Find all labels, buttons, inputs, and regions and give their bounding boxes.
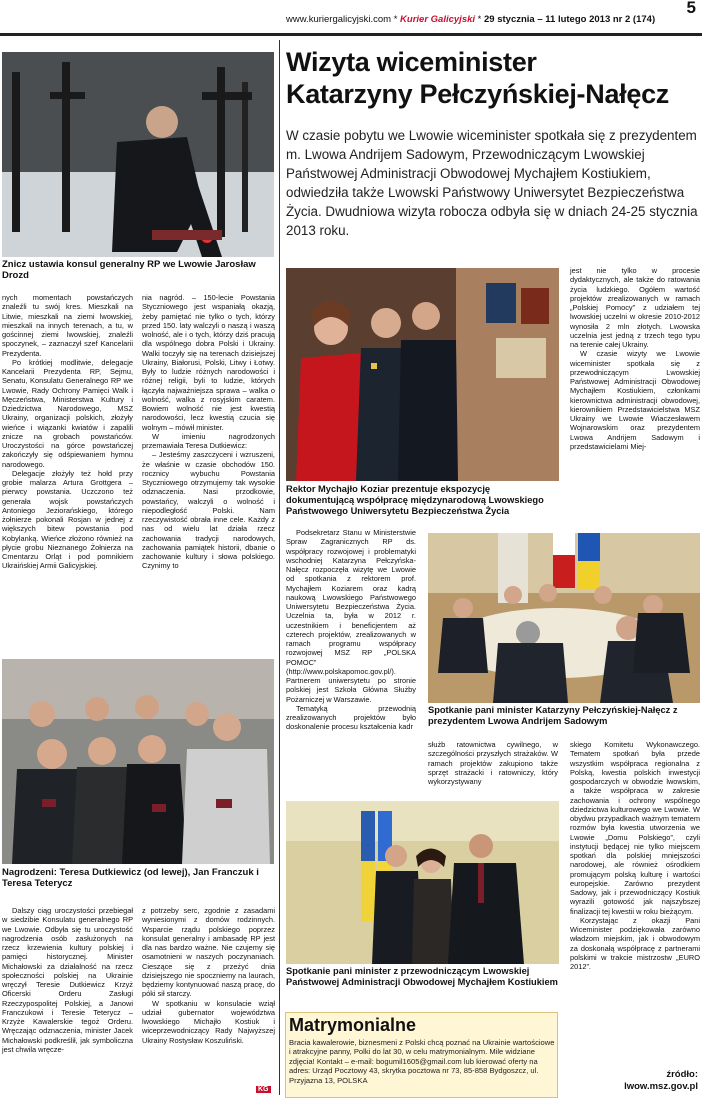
photo-meeting-governor	[286, 801, 559, 964]
headline-line: Katarzyny Pełczyńskiej-Nałęcz	[286, 79, 669, 109]
left-col1-bottom	[2, 906, 133, 1054]
photo-consul-candle	[2, 52, 274, 257]
left-col2-bottom	[142, 906, 275, 1045]
photo-meeting-mayor	[428, 533, 700, 703]
source-label: źródło:	[666, 1069, 698, 1080]
column-divider	[279, 40, 280, 1095]
caption-photo2: Nagrodzeni: Teresa Dutkiewicz (od lewej), Jan Franczuk i Teresa Teterycz	[2, 867, 259, 889]
source-credit	[624, 1069, 698, 1092]
caption-photo5: Spotkanie pani minister z przewodniczącym Lwowskiej Państwowej Administracji Obwodowej Mychajłem Kostiukiem	[286, 966, 558, 987]
right-col-mid2	[428, 740, 558, 786]
article-headline	[286, 46, 700, 110]
paragraph: nia nagród. – 150-lecie Powstania Styczniowego jest wspaniałą okazją, żeby pamiętać nie tylko o tych, którzy przed 150. laty walczyli o naszą i waszą wolność, ale i o tych, którzy dziś pracują dla wspólnego dobra Polski i Ukrainy. Walki toczyły się na terenach dzisiejszej Ukrainy, Białorusi, Polski, Litwy i Łotwy. Były to ludzie różnych narodowości i różnej religii, byli to ludzie, których łączyła najważniejsza sprawa – walka o wolność, walka z rosyjskim caratem. Bowiem wolność nie jest kwestią narodowości, lecz kwestią czucia się wolnym – mówił minister.	[142, 293, 275, 432]
classified-ad-box	[285, 1012, 558, 1098]
right-col-top	[570, 266, 700, 451]
header-line	[286, 14, 655, 25]
paragraph: – Jesteśmy zaszczyceni i wzruszeni, że właśnie w czasie obchodów 150. rocznicy wybuchu Powstania Styczniowego otrzymujemy tak wysokie odznaczenia. Nasi przodkowie, powstańcy, walczyli o wolność i niepodległość Polski. Nam rzeczywistość obrała inne cele. Każdy z nas od wielu lat działa rzecz zachowania tradycji narodowych, zachowania pamiątek historii, dbanie o zachowanie kultury i słowa polskiego. Czynimy to	[142, 450, 275, 571]
article-lead: W czasie pobytu we Lwowie wiceminister spotkała się z prezydentem m. Lwowa Andrijem Sadowym, Przewodniczącym Lwowskiej Państwowej Administracji Obwodowej Mychajłem Kostiukiem, odwiedziła także Lwowski Państwowy Uniwersytet Bezpieczeństwa Życia. Dwudniowa wizyta robocza odbyła się w dniach 24-25 stycznia 2013 roku.	[286, 128, 698, 238]
paragraph: W czasie wizyty we Lwowie wiceminister spotkała się z przewodniczącym Lwowskiej Państwowej Administracji Obwodowej Mychajłem Kostiukiem, członkami kierownictwa administracji obwodowej, kierownikiem Przedstawicielstwa MSZ Ukrainy we Lwowie Wiaczesławem Wojnarowskim oraz prezydentem Lwowa Andrijem Sadowym i przedstawicielami Miej-	[570, 349, 700, 451]
ad-text: Bracia kawalerowie, biznesmeni z Polski chcą poznać na Ukrainie wartościowe i atrakcyjne panny, Polki do lat 30, w celu matrymonialnym. Mile widziane zdjęcia! Kontakt – e-mail: bogumil1605@gmail.com lub kierować oferty na adres: Urząd Pocztowy 43, skrytka pocztowa nr 73, 85-858 Bydgoszcz, ul. Przyjazna 13, POLSKA	[289, 1038, 555, 1085]
photo-rector	[286, 268, 559, 481]
paragraph: służb ratownictwa cywilnego, w szczególności przyszłych strażaków. W ramach projektów zakupiono także sprzęt strażacki i ratowniczy, który wykorzystywany	[428, 740, 558, 786]
paragraph: Po krótkiej modlitwie, delegacje Kancelarii Prezydenta RP, Sejmu, Senatu, Konsulatu Generalnego RP we Lwowie, Rady Ochrony Pamięci Walk i Męczeństwa, Ministerstwa Kultury i Dziedzictwa Narodowego, MSZ Ukrainy, organizacji polskich, złożyły wieńce i wiązanki kwiatów i zapalili znicze na grobach powstańców. Uroczystości na górce powstańczej zakończyły się odśpiewaniem hymnu narodowego.	[2, 357, 133, 469]
brand-name: Kurier Galicyjski	[400, 14, 476, 25]
header-separator: *	[393, 14, 398, 25]
paragraph: Korzystając z okazji Pani Wiceminister podziękowała zarówno władzom miejskim, jak i obwodowym za doskonałą współpracę z partnerami polskimi w trakcie mistrzostw „EURO 2012”.	[570, 915, 700, 971]
headline-line: Wizyta wiceminister	[286, 47, 537, 77]
caption-photo4: Spotkanie pani minister Katarzyny Pełczyńskiej-Nałęcz z prezydentem Lwowa Andrijem Sadowym	[428, 705, 678, 726]
paragraph: W spotkaniu w konsulacie wziął udział gubernator województwa lwowskiego Michajło Kostiuk i wiceprzewodniczący Rady Najwyższej Ukrainy Rostysław Koszuliński.	[142, 998, 275, 1045]
page-number: 5	[686, 0, 696, 17]
paragraph: skiego Komitetu Wykonawczego. Tematem spotkań była przede wszystkim współpraca regionalna z Polską, kwestia polskich inwestycji gospodarczych w obwodzie lwowskim, a także współpraca w zakresie zachowania i ochrony wspólnego dziedzictwa kulturowego we Lwowie. W obydwu przypadkach ważnym tematem rozmów była kwestia utworzenia we Lwowie „Domu Polskiego”, czyli instytucji będącej nie tylko miejscem spotkań dla polskiej mniejszości narodowej, ale również ośrodkiem promującym polską kulturę i wartości europejskie. Zarówno prezydent Sadowy, jak i przewodniczący Kostiuk wyrazili gotowość jak najszybszej finalizacji tej kwestii w roku bieżącym.	[570, 740, 700, 916]
paragraph: z potrzeby serc, zgodnie z zasadami wyniesionymi z domów rodzinnych. Wsparcie rządu polskiego poprzez konsulat generalny i ambasadę RP jest dla nas bardzo ważne. Nie czujemy się osamotnieni w naszych poczynaniach. Cieszące się z przeżyć dnia dzisiejszego nie spoczniemy na laurach, będziemy kontynuować naszą pracę, do póki sił starczy.	[142, 906, 275, 999]
ad-title: Matrymonialne	[289, 1015, 417, 1035]
kg-logo: KG	[258, 1086, 269, 1093]
photo-awarded	[2, 659, 274, 864]
paragraph: Delegacje złożyły też hołd przy grobie malarza Artura Grottgera – pierwcy powstania. Uczczono też generała wojsk powstańczych Antoniego Jeziorańskiego, którego żołnierze pokonali Rosjan w jednej z większych bitew powstania pod Kobylanką. Wieńce złożono również na płycie grobu Nieznanego Żołnierza na Cmentarzu Orląt i pod pomnikiem Ukraińskiej Armii Galicyjskiej.	[2, 468, 133, 571]
page-header	[0, 0, 702, 44]
paragraph: W imieniu nagrodzonych przemawiała Teresa Dutkiewicz:	[142, 431, 275, 450]
right-col-mid	[286, 528, 416, 732]
header-rule	[0, 33, 702, 36]
header-separator: *	[477, 14, 482, 25]
source-url[interactable]: lwow.msz.gov.pl	[624, 1080, 698, 1092]
issue-info: 29 stycznia – 11 lutego 2013 nr 2 (174)	[484, 14, 656, 25]
left-col1-top	[2, 293, 133, 571]
caption-photo1: Znicz ustawia konsul generalny RP we Lwowie Jarosław Drozd	[2, 259, 256, 281]
paragraph: nych momentach powstańczych znaleźli tu swój kres. Mieszkali na Litwie, mieszkali na ziemi lwowskiej, mieszkali na innych terenach, a tu, w gościnnej ziemi lwowskiej, znaleźli spoczynek, – zaznaczył szef Kancelarii Prezydenta.	[2, 293, 133, 358]
paragraph: Tematyką przewodnią zrealizowanych projektów było doskonalenie procesu kształcenia kadr	[286, 703, 416, 732]
caption-photo3: Rektor Mychajło Kozіar prezentuje ekspozycję dokumentującą współpracę międzynarodową Lwowskiego Państwowego Uniwersytetu Bezpieczeństwa Życia	[286, 484, 544, 516]
left-col2-top	[142, 293, 275, 571]
site-url[interactable]: www.kuriergalicyjski.com	[286, 14, 392, 25]
right-col-bottom	[570, 740, 700, 971]
paragraph: Podsekretarz Stanu w Ministerstwie Spraw Zagranicznych RP ds. współpracy rozwojowej i problematyki wschodniej Katarzyna Pełczyńska-Nałęcz rozpoczęła wizytę we Lwowie od spotkania z rektorem prof. Mychajłem Kozіarem oraz kadrą naukową Lwowskiego Państwowego Uniwersytetu Bezpieczeństwa Życia. Uczelnia ta, była w 2012 r. uczestnikiem i beneficjentem aż czterech projektów, zrealizowanych w ramach programu współpracy rozwojowej MSZ RP „POLSKA POMOC” (http://www.polskapomoc.gov.pl/). Partnerem uniwersytetu po stronie polskiej jest Szkoła Główna Służby Pożarniczej w Warszawie.	[286, 528, 416, 704]
paragraph: Dalszy ciąg uroczystości przebiegał w siedzibie Konsulatu generalnego RP we Lwowie. Odbyła się tu uroczystość nagrodzenia osób zasłużonych na rzecz krzewienia kultury polskiej i pamięci historycznej. Minister Michałowski za działalność na rzecz społeczności polskiej na Ukrainie wręczył Teresie Dutkiewicz Krzyż Oficerski Orderu Zasługi Rzeczypospolitej Polskiej, a Janowi Franczukowi i Teresie Teterycz – Krzyże Kawalerskie tegoż Orderu. Wręczając odznaczenia, minister Jacek Michałowski podkreślił, jak symboliczna jest chwila wręcze-	[2, 906, 133, 1054]
paragraph: jest nie tylko w procesie dydaktycznych, ale także do ratowania życia ludzkiego. Ogółem wartość projektów zrealizowanych w ramach „Polskiej Pomocy” z udziałem tej lwowskiej uczelni w okresie 2010-2012 wynosiła 2 mln złotych. Lwowska uczelnia jest jedną z trzech tego typu na terenie całej Ukrainy.	[570, 266, 700, 349]
